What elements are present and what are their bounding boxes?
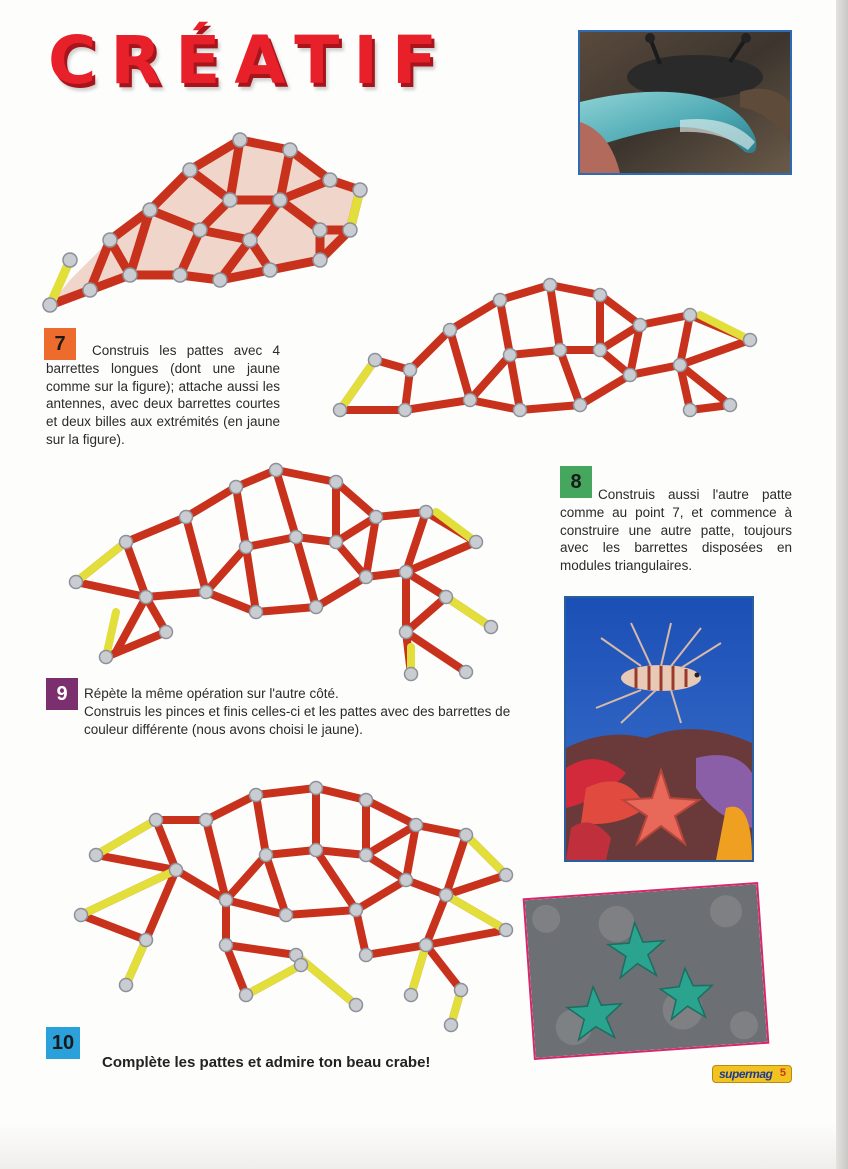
supermag-logo [712, 1065, 792, 1083]
lionfish-reef-photo [564, 596, 754, 862]
binding-spine [836, 0, 848, 1169]
step-8-badge: 8 [560, 466, 592, 498]
page-number: 5 [779, 1067, 786, 1079]
page-bottom-shade [0, 1122, 836, 1169]
crab-photo [578, 30, 792, 175]
step-9-badge: 9 [46, 678, 78, 710]
logo-text: supermag [719, 1067, 773, 1081]
crab-model-body [30, 100, 375, 320]
crab-model-finished [66, 780, 521, 1035]
step-7-text: Construis les pattes avec 4 barrettes longues (dont une jaune comme sur la figure); attache aussi les antennes, avec deux barrettes courtes et deux billes aux extrémités (en jaune sur la figure). [46, 343, 280, 447]
crab-model-step8 [66, 462, 506, 687]
step-9-line-1: Répète la même opération sur l'autre côté. [84, 686, 339, 701]
starfish-photo [523, 882, 770, 1060]
step-10-badge: 10 [46, 1027, 80, 1059]
step-10-text: Complète les pattes et admire ton beau crabe! [102, 1054, 431, 1071]
step-9-line-2: Construis les pinces et finis celles-ci et les pattes avec des barrettes de couleur différente (nous avons choisi le jaune). [84, 703, 511, 737]
crab-model-step7 [330, 270, 760, 430]
step-7-badge: 7 [44, 328, 76, 360]
step-8-text: Construis aussi l'autre patte comme au point 7, et commence à construire une autre patte, toujours avec les barrettes disposées en modules triangulaires. [560, 487, 792, 574]
step-9-text [84, 685, 524, 738]
page-title: CRÉATIF [48, 22, 451, 99]
